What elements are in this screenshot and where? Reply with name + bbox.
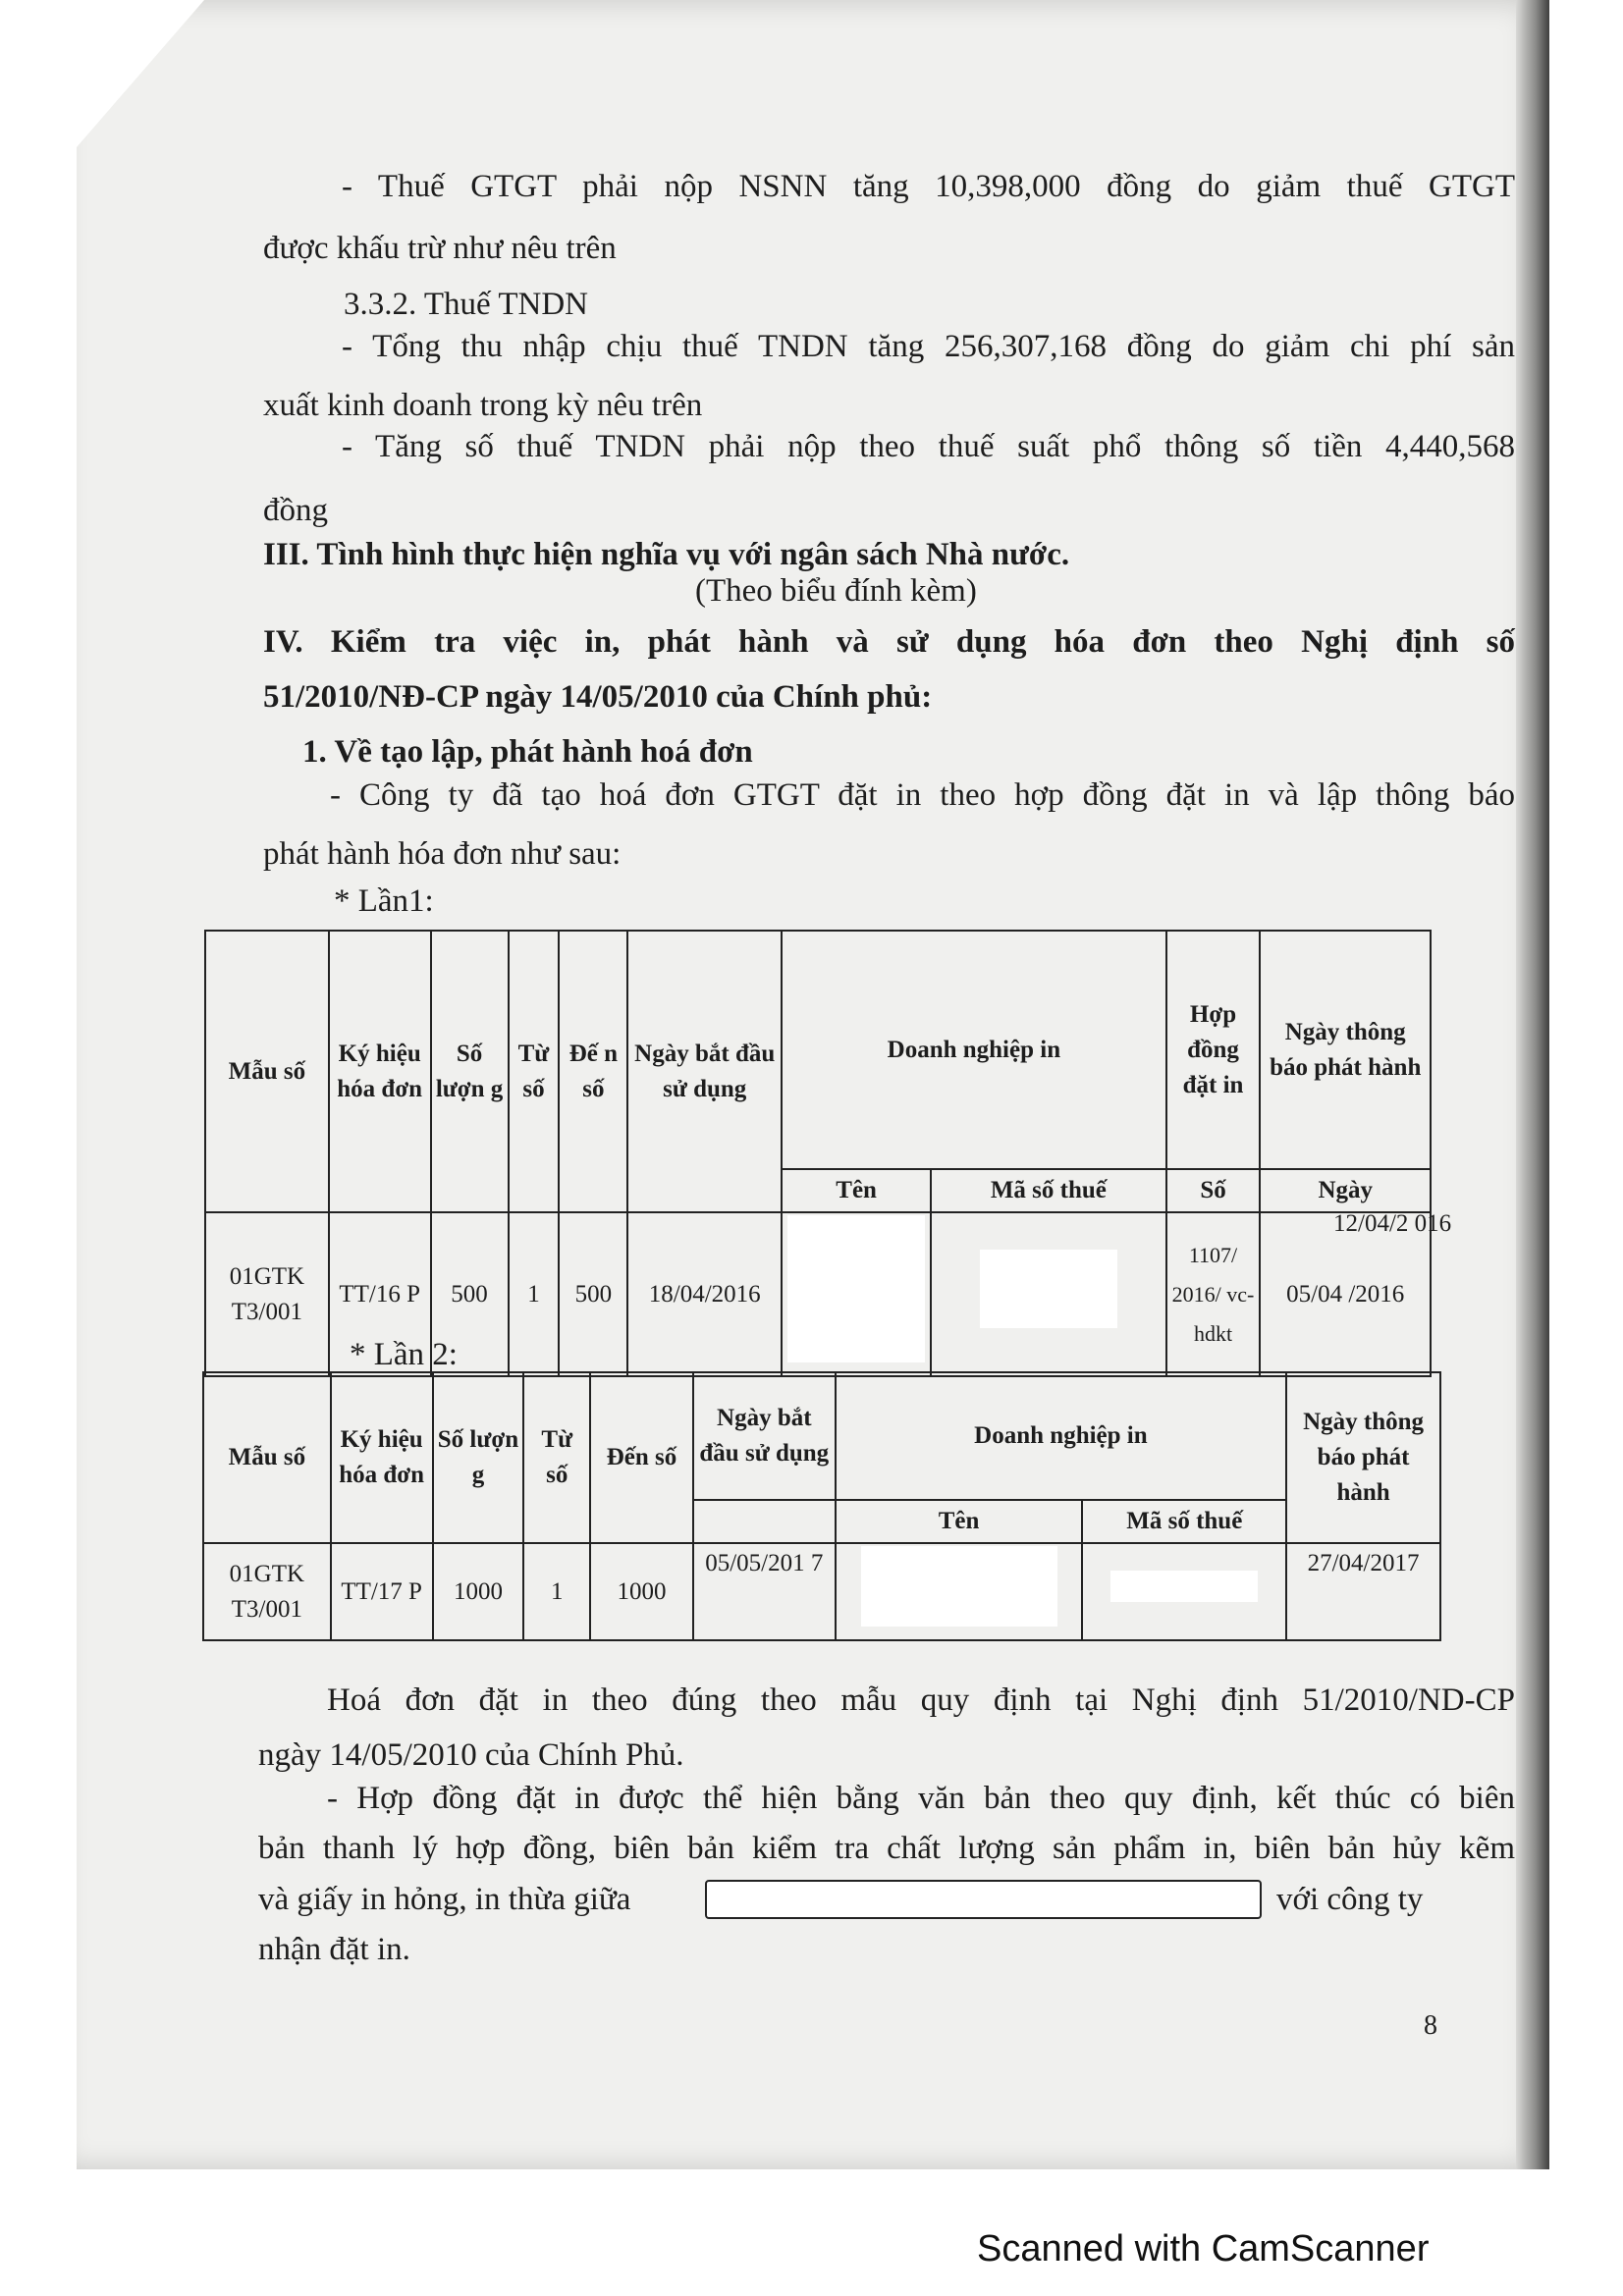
td-mst-redacted bbox=[931, 1212, 1166, 1376]
th2-ky-hieu: Ký hiệu hóa đơn bbox=[331, 1372, 433, 1543]
para-template-line1: Hoá đơn đặt in theo đúng theo mẫu quy định tại Nghị định 51/2010/ND-CP bbox=[327, 1682, 1515, 1718]
td2-ten-redacted bbox=[836, 1543, 1083, 1640]
th-so-luong: Số lượn g bbox=[431, 931, 509, 1212]
th2-ngay-bat-dau: Ngày bắt đầu sử dụng bbox=[693, 1372, 836, 1500]
redaction-box bbox=[980, 1250, 1117, 1328]
para-company-line2: phát hành hóa đơn như sau: bbox=[263, 836, 622, 872]
td-hop-dong-so: 1107/ 2016/ vc- hdkt bbox=[1166, 1212, 1261, 1376]
scanner-watermark: Scanned with CamScanner bbox=[977, 2228, 1430, 2269]
para-company-line1: - Công ty đã tạo hoá đơn GTGT đặt in theo hợp đồng đặt in và lập thông báo bbox=[330, 777, 1515, 813]
td2-ngay-bat-dau: 05/05/201 7 bbox=[693, 1543, 836, 1640]
para-income-line1: - Tổng thu nhập chịu thuế TNDN tăng 256,307,168 đồng do giảm chi phí sản bbox=[342, 329, 1515, 364]
para-cit-line2: đồng bbox=[263, 493, 328, 528]
td-tu-so: 1 bbox=[509, 1212, 560, 1376]
section4-line1: IV. Kiểm tra việc in, phát hành và sử dụng hóa đơn theo Nghị định số bbox=[263, 624, 1515, 660]
th-ngay-thong-bao: Ngày thông báo phát hành bbox=[1260, 931, 1431, 1169]
td-den-so: 500 bbox=[559, 1212, 627, 1376]
para-contract-line3-end: với công ty bbox=[1276, 1882, 1424, 1917]
th2-mau-so: Mẫu số bbox=[203, 1372, 331, 1543]
td-ngay-thong-bao-1: 12/04/2 016 bbox=[1333, 1210, 1452, 1237]
th-ma-so-thue: Mã số thuế bbox=[931, 1169, 1166, 1212]
section3-title: III. Tình hình thực hiện nghĩa vụ với ngân sách Nhà nước. bbox=[263, 537, 1070, 572]
lan2-label: * Lần 2: bbox=[350, 1337, 458, 1372]
th-ngay: Ngày bbox=[1260, 1169, 1431, 1212]
th-den-so: Đế n số bbox=[559, 931, 627, 1212]
section3-note: (Theo biểu đính kèm) bbox=[695, 573, 977, 609]
para-vat-line1: - Thuế GTGT phải nộp NSNN tăng 10,398,000 đồng do giảm thuế GTGT bbox=[342, 169, 1515, 204]
th2-so-luong: Số lượn g bbox=[433, 1372, 524, 1543]
section4-line2: 51/2010/NĐ-CP ngày 14/05/2010 của Chính phủ: bbox=[263, 679, 933, 715]
td2-ky-hieu: TT/17 P bbox=[331, 1543, 433, 1640]
td-ngay-bat-dau: 18/04/2016 bbox=[627, 1212, 782, 1376]
sub1-heading: 1. Về tạo lập, phát hành hoá đơn bbox=[302, 734, 753, 770]
invoice-table-1 bbox=[204, 930, 1432, 1377]
page-number: 8 bbox=[1424, 2010, 1437, 2041]
th2-ma-so-thue: Mã số thuế bbox=[1082, 1500, 1286, 1543]
scanned-page bbox=[77, 0, 1549, 2169]
td-hop-dong-ngay: 05/04 /2016 bbox=[1260, 1212, 1431, 1376]
th-ten: Tên bbox=[782, 1169, 931, 1212]
redaction-box bbox=[1110, 1571, 1258, 1602]
th-ky-hieu: Ký hiệu hóa đơn bbox=[329, 931, 431, 1212]
para-income-line2: xuất kinh doanh trong kỳ nêu trên bbox=[263, 388, 703, 423]
th-so: Số bbox=[1166, 1169, 1261, 1212]
para-cit-line1: - Tăng số thuế TNDN phải nộp theo thuế suất phổ thông số tiền 4,440,568 bbox=[342, 429, 1515, 464]
td2-so-luong: 1000 bbox=[433, 1543, 524, 1640]
th-ngay-bat-dau: Ngày bắt đầu sử dụng bbox=[627, 931, 782, 1212]
td2-ngay-thong-bao: 27/04/2017 bbox=[1286, 1543, 1440, 1640]
para-contract-line3-start: và giấy in hỏng, in thừa giữa bbox=[258, 1882, 631, 1917]
th2-ngay-thong-bao: Ngày thông báo phát hành bbox=[1286, 1372, 1440, 1543]
page-shadow-edge bbox=[1516, 0, 1549, 2169]
invoice-table-2 bbox=[202, 1371, 1441, 1641]
redaction-box bbox=[705, 1880, 1262, 1919]
th-hop-dong: Hợp đồng đặt in bbox=[1166, 931, 1261, 1169]
th2-tu-so: Từ số bbox=[523, 1372, 590, 1543]
th2-spacer bbox=[693, 1500, 836, 1543]
para-vat-line2: được khấu trừ như nêu trên bbox=[263, 231, 617, 266]
th-mau-so: Mẫu số bbox=[205, 931, 329, 1212]
td-ky-hieu: TT/16 P bbox=[329, 1212, 431, 1376]
td2-mst-redacted bbox=[1082, 1543, 1286, 1640]
th-tu-so: Từ số bbox=[509, 931, 560, 1212]
td-mau-so: 01GTK T3/001 bbox=[205, 1212, 329, 1376]
th2-ten: Tên bbox=[836, 1500, 1083, 1543]
td-ten-redacted bbox=[782, 1212, 931, 1376]
heading-332: 3.3.2. Thuế TNDN bbox=[344, 287, 589, 322]
th-doanh-nghiep-in: Doanh nghiệp in bbox=[782, 931, 1166, 1169]
para-contract-line2: bản thanh lý hợp đồng, biên bản kiểm tra chất lượng sản phẩm in, biên bản hủy kẽm bbox=[258, 1831, 1515, 1866]
td-so-luong: 500 bbox=[431, 1212, 509, 1376]
th2-doanh-nghiep-in: Doanh nghiệp in bbox=[836, 1372, 1286, 1500]
td2-den-so: 1000 bbox=[590, 1543, 693, 1640]
lan1-label: * Lần1: bbox=[334, 883, 434, 919]
para-contract-line4: nhận đặt in. bbox=[258, 1932, 410, 1967]
para-contract-line1: - Hợp đồng đặt in được thể hiện bằng văn bản theo quy định, kết thúc có biên bbox=[327, 1781, 1515, 1816]
folded-corner bbox=[77, 0, 204, 147]
redaction-box bbox=[787, 1215, 925, 1362]
td2-mau-so: 01GTK T3/001 bbox=[203, 1543, 331, 1640]
td2-tu-so: 1 bbox=[523, 1543, 590, 1640]
para-template-line2: ngày 14/05/2010 của Chính Phủ. bbox=[258, 1737, 684, 1773]
th2-den-so: Đến số bbox=[590, 1372, 693, 1543]
redaction-box bbox=[861, 1546, 1057, 1627]
